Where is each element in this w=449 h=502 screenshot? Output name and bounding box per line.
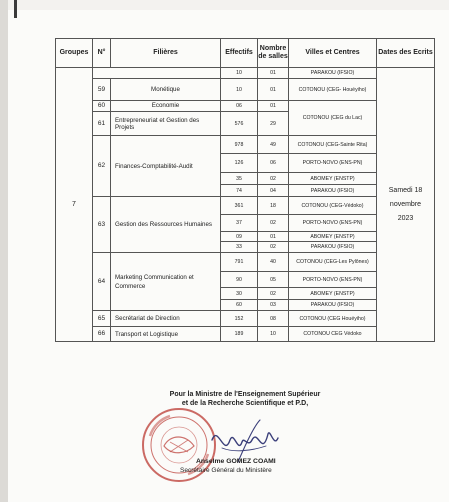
filiere-cell: Transport et Logistique [111, 327, 221, 342]
salles-cell: 01 [258, 101, 289, 112]
numero-cell: 63 [93, 197, 111, 253]
scan-top-edge [0, 0, 449, 10]
group-cell: 7 [56, 68, 93, 342]
numero-cell: 62 [93, 136, 111, 197]
effectif-cell: 978 [221, 136, 258, 154]
scan-left-edge [0, 0, 8, 502]
salles-cell: 03 [258, 300, 289, 311]
signatory-title: Secrétaire Général du Ministère [180, 467, 272, 474]
effectif-cell: 361 [221, 197, 258, 215]
exam-schedule-table [55, 38, 435, 342]
centre-cell: ABOMEY (ENSTP) [289, 173, 377, 185]
numero-cell: 61 [93, 112, 111, 136]
header-salles: Nombre de salles [258, 39, 289, 68]
salles-cell: 40 [258, 253, 289, 272]
salles-cell: 02 [258, 215, 289, 232]
effectif-cell: 06 [221, 101, 258, 112]
salles-cell: 18 [258, 197, 289, 215]
filiere-cell: Entrepreneuriat et Gestion des Projets [111, 112, 221, 136]
salles-cell: 06 [258, 154, 289, 173]
centre-cell: PARAKOU (IFSIO) [289, 300, 377, 311]
effectif-cell: 189 [221, 327, 258, 342]
effectif-cell: 90 [221, 272, 258, 288]
centre-cell: COTONOU CEG Védoko [289, 327, 377, 342]
signature-line-2: et de la Recherche Scientifique et P.D, [181, 400, 309, 407]
header-filieres: Filières [111, 39, 221, 68]
signature-line-1: Pour la Ministre de l'Enseignement Supérieur [169, 391, 321, 398]
numero-cell: 66 [93, 327, 111, 342]
effectif-cell: 09 [221, 232, 258, 242]
salles-cell: 04 [258, 185, 289, 197]
numero-cell: 65 [93, 311, 111, 327]
numero-cell: 59 [93, 79, 111, 101]
salles-cell: 02 [258, 173, 289, 185]
centre-cell: PORTO-NOVO (ENS-PN) [289, 215, 377, 232]
filiere-cell: Finances-Comptabilité-Audit [111, 136, 221, 197]
salles-cell: 10 [258, 327, 289, 342]
centre-cell: ABOMEY (ENSTP) [289, 232, 377, 242]
table-header-row [56, 39, 435, 68]
centre-cell: COTONOU (CEG-Les Pylônes) [289, 253, 377, 272]
header-villes: Villes et Centres [289, 39, 377, 68]
effectif-cell: 576 [221, 112, 258, 136]
centre-cell: PORTO-NOVO (ENS-PN) [289, 272, 377, 288]
salles-cell: 05 [258, 272, 289, 288]
salles-cell: 02 [258, 242, 289, 253]
filiere-cell: Marketing Communication et Commerce [111, 253, 221, 311]
salles-cell: 02 [258, 288, 289, 300]
centre-cell: COTONOU (CEG Houéyiho) [289, 311, 377, 327]
scan-binding-mark [14, 0, 17, 18]
centre-cell: PORTO-NOVO (ENS-PN) [289, 154, 377, 173]
centre-cell: PARAKOU (IFSIO) [289, 68, 377, 79]
header-groupes: Groupes [56, 39, 93, 68]
filiere-cell: Monétique [111, 79, 221, 101]
effectif-cell: 791 [221, 253, 258, 272]
table-row [56, 68, 435, 79]
centre-cell: COTONOU (CEG- Houéyiho) [289, 79, 377, 101]
filiere-cell: Economie [111, 101, 221, 112]
filiere-cell: Secrétariat de Direction [111, 311, 221, 327]
salles-cell: 01 [258, 68, 289, 79]
salles-cell: 29 [258, 112, 289, 136]
centre-cell: PARAKOU (IFSIO) [289, 242, 377, 253]
salles-cell: 01 [258, 79, 289, 101]
effectif-cell: 35 [221, 173, 258, 185]
centre-cell: PARAKOU (IFSIO) [289, 185, 377, 197]
effectif-cell: 60 [221, 300, 258, 311]
salles-cell: 08 [258, 311, 289, 327]
effectif-cell: 33 [221, 242, 258, 253]
centre-cell: COTONOU (CEG-Védoko) [289, 197, 377, 215]
exam-date-cell: Samedi 18 novembre 2023 [377, 68, 435, 342]
salles-cell: 49 [258, 136, 289, 154]
centre-cell: COTONOU (CEG-Sainte Rita) [289, 136, 377, 154]
effectif-cell: 74 [221, 185, 258, 197]
effectif-cell: 152 [221, 311, 258, 327]
effectif-cell: 126 [221, 154, 258, 173]
effectif-cell: 10 [221, 68, 258, 79]
effectif-cell: 10 [221, 79, 258, 101]
numero-cell: 64 [93, 253, 111, 311]
centre-cell: ABOMEY (ENSTP) [289, 288, 377, 300]
header-dates: Dates des Ecrits [377, 39, 435, 68]
effectif-cell: 30 [221, 288, 258, 300]
signatory-name: Anselme GOMEZ COAMI [196, 458, 276, 465]
salles-cell: 01 [258, 232, 289, 242]
numero-cell: 60 [93, 101, 111, 112]
header-numero: N° [93, 39, 111, 68]
centre-cell: COTONOU (CEG du Lac) [289, 101, 377, 136]
header-effectifs: Effectifs [221, 39, 258, 68]
empty-cell [93, 68, 221, 79]
filiere-cell: Gestion des Ressources Humaines [111, 197, 221, 253]
effectif-cell: 37 [221, 215, 258, 232]
